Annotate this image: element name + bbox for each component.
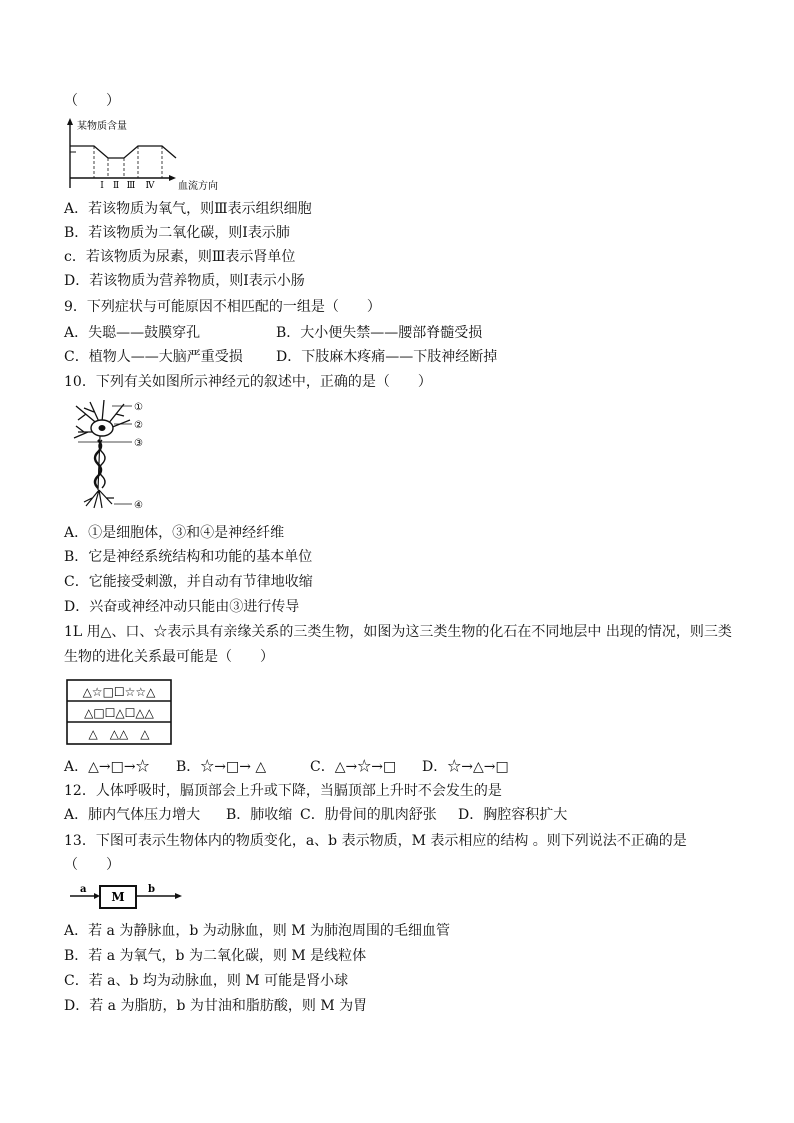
q9-option-c: C．植物人——大脑严重受损 — [64, 349, 243, 365]
q12-option-d: D．胸腔容积扩大 — [458, 807, 568, 823]
label-2: ② — [134, 420, 143, 431]
q11-option-d: D．☆→△→□ — [422, 759, 509, 775]
q10-option-b: B．它是神经系统结构和功能的基本单位 — [64, 549, 313, 565]
q10-option-c: C．它能接受刺激，并自动有节律地收缩 — [64, 574, 313, 590]
q11-option-b: B．☆→□→ △ — [176, 759, 267, 775]
nucleus — [99, 425, 106, 431]
q12-stem: 12．人体呼吸时，膈顶部会上升或下降，当膈顶部上升时不会发生的是 — [64, 783, 502, 799]
q9-option-d: D．下肢麻木疼痛——下肢神经断掉 — [276, 349, 498, 365]
q13-option-a: A．若 a 为静脉血，b 为动脉血，则 M 为肺泡周围的毛细血管 — [64, 923, 451, 939]
q10-option-a: A．①是细胞体，③和④是神经纤维 — [64, 525, 285, 541]
label-m: M — [111, 890, 125, 904]
q8-ylabel: 某物质含量 — [77, 121, 127, 132]
stratum-top: △☆□☐☆☆△ — [82, 685, 156, 699]
x-axis-arrow — [169, 175, 176, 181]
label-1: ① — [134, 402, 143, 413]
q9-stem: 9．下列症状与可能原因不相匹配的一组是（ ） — [64, 299, 381, 315]
q8-xlabel: 血流方向 — [178, 181, 218, 192]
label-a: a — [80, 884, 87, 895]
q13-option-b: B．若 a 为氧气，b 为二氧化碳，则 M 是线粒体 — [64, 948, 367, 964]
label-4: ④ — [134, 500, 143, 511]
tick-label: Ⅱ — [112, 181, 120, 191]
q8-figure — [64, 118, 234, 196]
fossil-strata-figure — [66, 679, 172, 745]
stratum-middle: △□☐△☐△△ — [84, 706, 154, 720]
q13-stem-line1: 13．下图可表示生物体内的物质变化，a、b 表示物质，M 表示相应的结构 。则下列说法不正确的是 — [64, 833, 687, 849]
q13-option-c: C．若 a、b 均为动脉血，则 M 可能是肾小球 — [64, 973, 349, 989]
q10-stem: 10．下列有关如图所示神经元的叙述中，正确的是（ ） — [64, 374, 432, 390]
q13-option-d: D．若 a 为脂肪，b 为甘油和脂肪酸，则 M 为胃 — [64, 998, 368, 1014]
q8-option-d: D．若该物质为营养物质，则Ⅰ表示小肠 — [64, 273, 305, 289]
q10-option-d: D．兴奋或神经冲动只能由③进行传导 — [64, 599, 300, 615]
q8-option-a: A．若该物质为氧气，则Ⅲ表示组织细胞 — [64, 201, 312, 217]
tick-label: Ⅲ — [126, 181, 136, 191]
q8-option-b: B．若该物质为二氧化碳，则Ⅰ表示肺 — [64, 225, 290, 241]
q12-option-a: A．肺内气体压力增大 — [64, 807, 201, 823]
q13-stem-line2: （ ） — [64, 857, 120, 873]
neuron-figure — [64, 398, 164, 514]
y-axis-arrow — [67, 118, 73, 125]
q11-option-a: A．△→□→☆ — [64, 759, 150, 775]
q9-option-a: A．失聪——鼓膜穿孔 — [64, 325, 201, 341]
q8-bracket: （ ） — [64, 93, 120, 109]
label-b: b — [148, 884, 155, 895]
stratum-bottom: △ △△ △ — [88, 727, 150, 741]
label-3: ③ — [134, 438, 143, 449]
q12-option-b: B．肺收缩 — [226, 807, 293, 823]
tick-label: Ⅰ — [100, 181, 104, 191]
q11-option-c: C．△→☆→□ — [310, 759, 397, 775]
q13-figure — [70, 882, 186, 914]
content-curve — [70, 146, 176, 158]
tick-label: Ⅳ — [145, 181, 155, 191]
q8-option-c: c．若该物质为尿素，则Ⅲ表示肾单位 — [64, 249, 296, 265]
q11-stem-line2: 生物的进化关系最可能是（ ） — [64, 649, 274, 665]
q11-stem-line1: 1L 用△、口、☆表示具有亲缘关系的三类生物，如图为这三类生物的化石在不同地层中 出现的情况，则三类 — [64, 624, 732, 640]
q12-option-c: C．肋骨间的肌肉舒张 — [300, 807, 437, 823]
q9-option-b: B．大小便失禁——腰部脊髓受损 — [276, 325, 483, 341]
